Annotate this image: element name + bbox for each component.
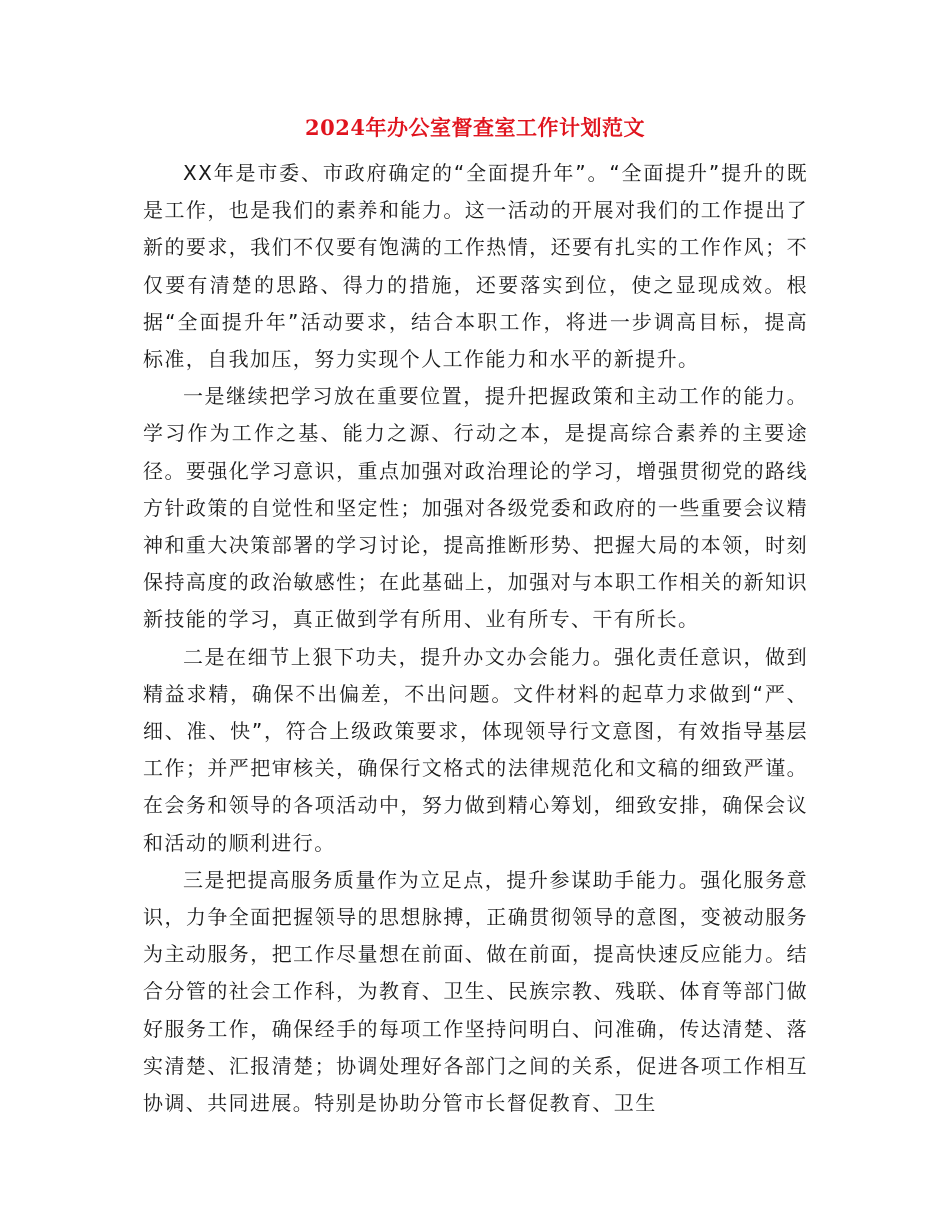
paragraph-service: 三是把提高服务质量作为立足点，提升参谋助手能力。强化服务意识，力争全面把握领导的思想脉搏，正确贯彻领导的意图，变被动服务为主动服务，把工作尽量想在前面、做在前面，提高快速反应能力。结合分管的社会工作科，为教育、卫生、民族宗教、残联、体育等部门做好服务工作，确保经手的每项工作坚持问明白、问准确，传达清楚、落实清楚、汇报清楚；协调处理好各部门之间的关系，促进各项工作相互协调、共同进展。特别是协助分管市长督促教育、卫生 (143, 867, 808, 1116)
paragraph-details: 二是在细节上狠下功夫，提升办文办会能力。强化责任意识，做到精益求精，确保不出偏差，不出问题。文件材料的起草力求做到“严、细、准、快”，符合上级政策要求，体现领导行文意图，有效指导基层工作；并严把审核关，确保行文格式的法律规范化和文稿的细致严谨。在会务和领导的各项活动中，努力做到精心筹划，细致安排，确保会议和活动的顺利进行。 (143, 644, 808, 855)
document-body (143, 155, 808, 1122)
paragraph-intro: XX年是市委、市政府确定的“全面提升年”。“全面提升”提升的既是工作，也是我们的素养和能力。这一活动的开展对我们的工作提出了新的要求，我们不仅要有饱满的工作热情，还要有扎实的工作作风；不仅要有清楚的思路、得力的措施，还要落实到位，使之显现成效。根据“全面提升年”活动要求，结合本职工作，将进一步调高目标，提高标准，自我加压，努力实现个人工作能力和水平的新提升。 (143, 161, 808, 372)
document-title: 2024年办公室督查室工作计划范文 (305, 115, 645, 140)
paragraph-study: 一是继续把学习放在重要位置，提升把握政策和主动工作的能力。学习作为工作之基、能力之源、行动之本，是提高综合素养的主要途径。要强化学习意识，重点加强对政治理论的学习，增强贯彻党的路线方针政策的自觉性和坚定性；加强对各级党委和政府的一些重要会议精神和重大决策部署的学习讨论，提高推断形势、把握大局的本领，时刻保持高度的政治敏感性；在此基础上，加强对与本职工作相关的新知识新技能的学习，真正做到学有所用、业有所专、干有所长。 (143, 384, 808, 632)
